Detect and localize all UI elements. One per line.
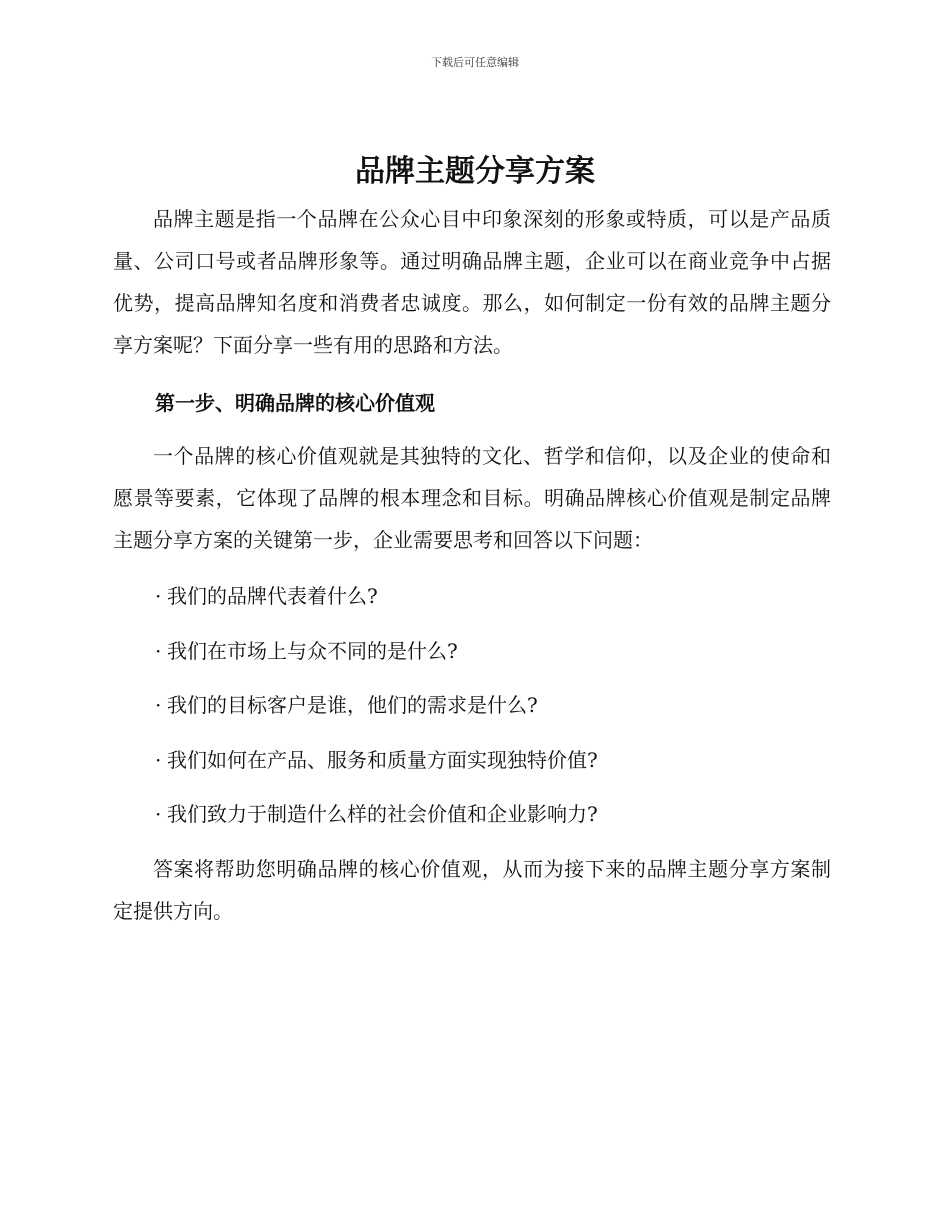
list-item [155,793,835,848]
question-text: 我们的品牌代表着什么? [167,584,378,608]
question-text: 我们在市场上与众不同的是什么? [167,638,458,663]
question-text: 我们的目标客户是谁，他们的需求是什么? [167,693,538,717]
core-values-paragraph: 一个品牌的核心价值观就是其独特的文化、哲学和信仰，以及企业的使命和愿景等要素，它体现了品牌的根本理念和目标。明确品牌核心价值观是制定品牌主题分享方案的关键第一步，企业需要思考和回答以下问题： [113,444,831,552]
list-item [155,575,835,630]
intro-paragraph: 品牌主题是指一个品牌在公众心目中印象深刻的形象或特质，可以是产品质量、公司口号或者品牌形象等。通过明确品牌主题，企业可以在商业竞争中占据优势，提高品牌知名度和消费者忠诚度。那么，如何制定一份有效的品牌主题分享方案呢？下面分享一些有用的思路和方法。 [113,207,831,357]
list-item [155,630,835,685]
list-item [155,684,835,739]
bullet-icon: · [155,802,162,826]
list-item [155,739,835,794]
question-list [155,575,835,848]
bullet-icon: · [155,693,162,717]
bullet-icon: · [155,638,162,663]
document-title: 品牌主题分享方案 [355,154,595,189]
bullet-icon: · [155,584,162,608]
step1-heading: 第一步、明确品牌的核心价值观 [155,391,435,415]
header-note: 下载后可任意编辑 [431,56,519,69]
question-text: 我们如何在产品、服务和质量方面实现独特价值? [167,747,598,772]
question-text: 我们致力于制造什么样的社会价值和企业影响力? [167,802,598,826]
conclusion-paragraph: 答案将帮助您明确品牌的核心价值观，从而为接下来的品牌主题分享方案制定提供方向。 [113,857,831,923]
bullet-icon: · [155,747,162,772]
